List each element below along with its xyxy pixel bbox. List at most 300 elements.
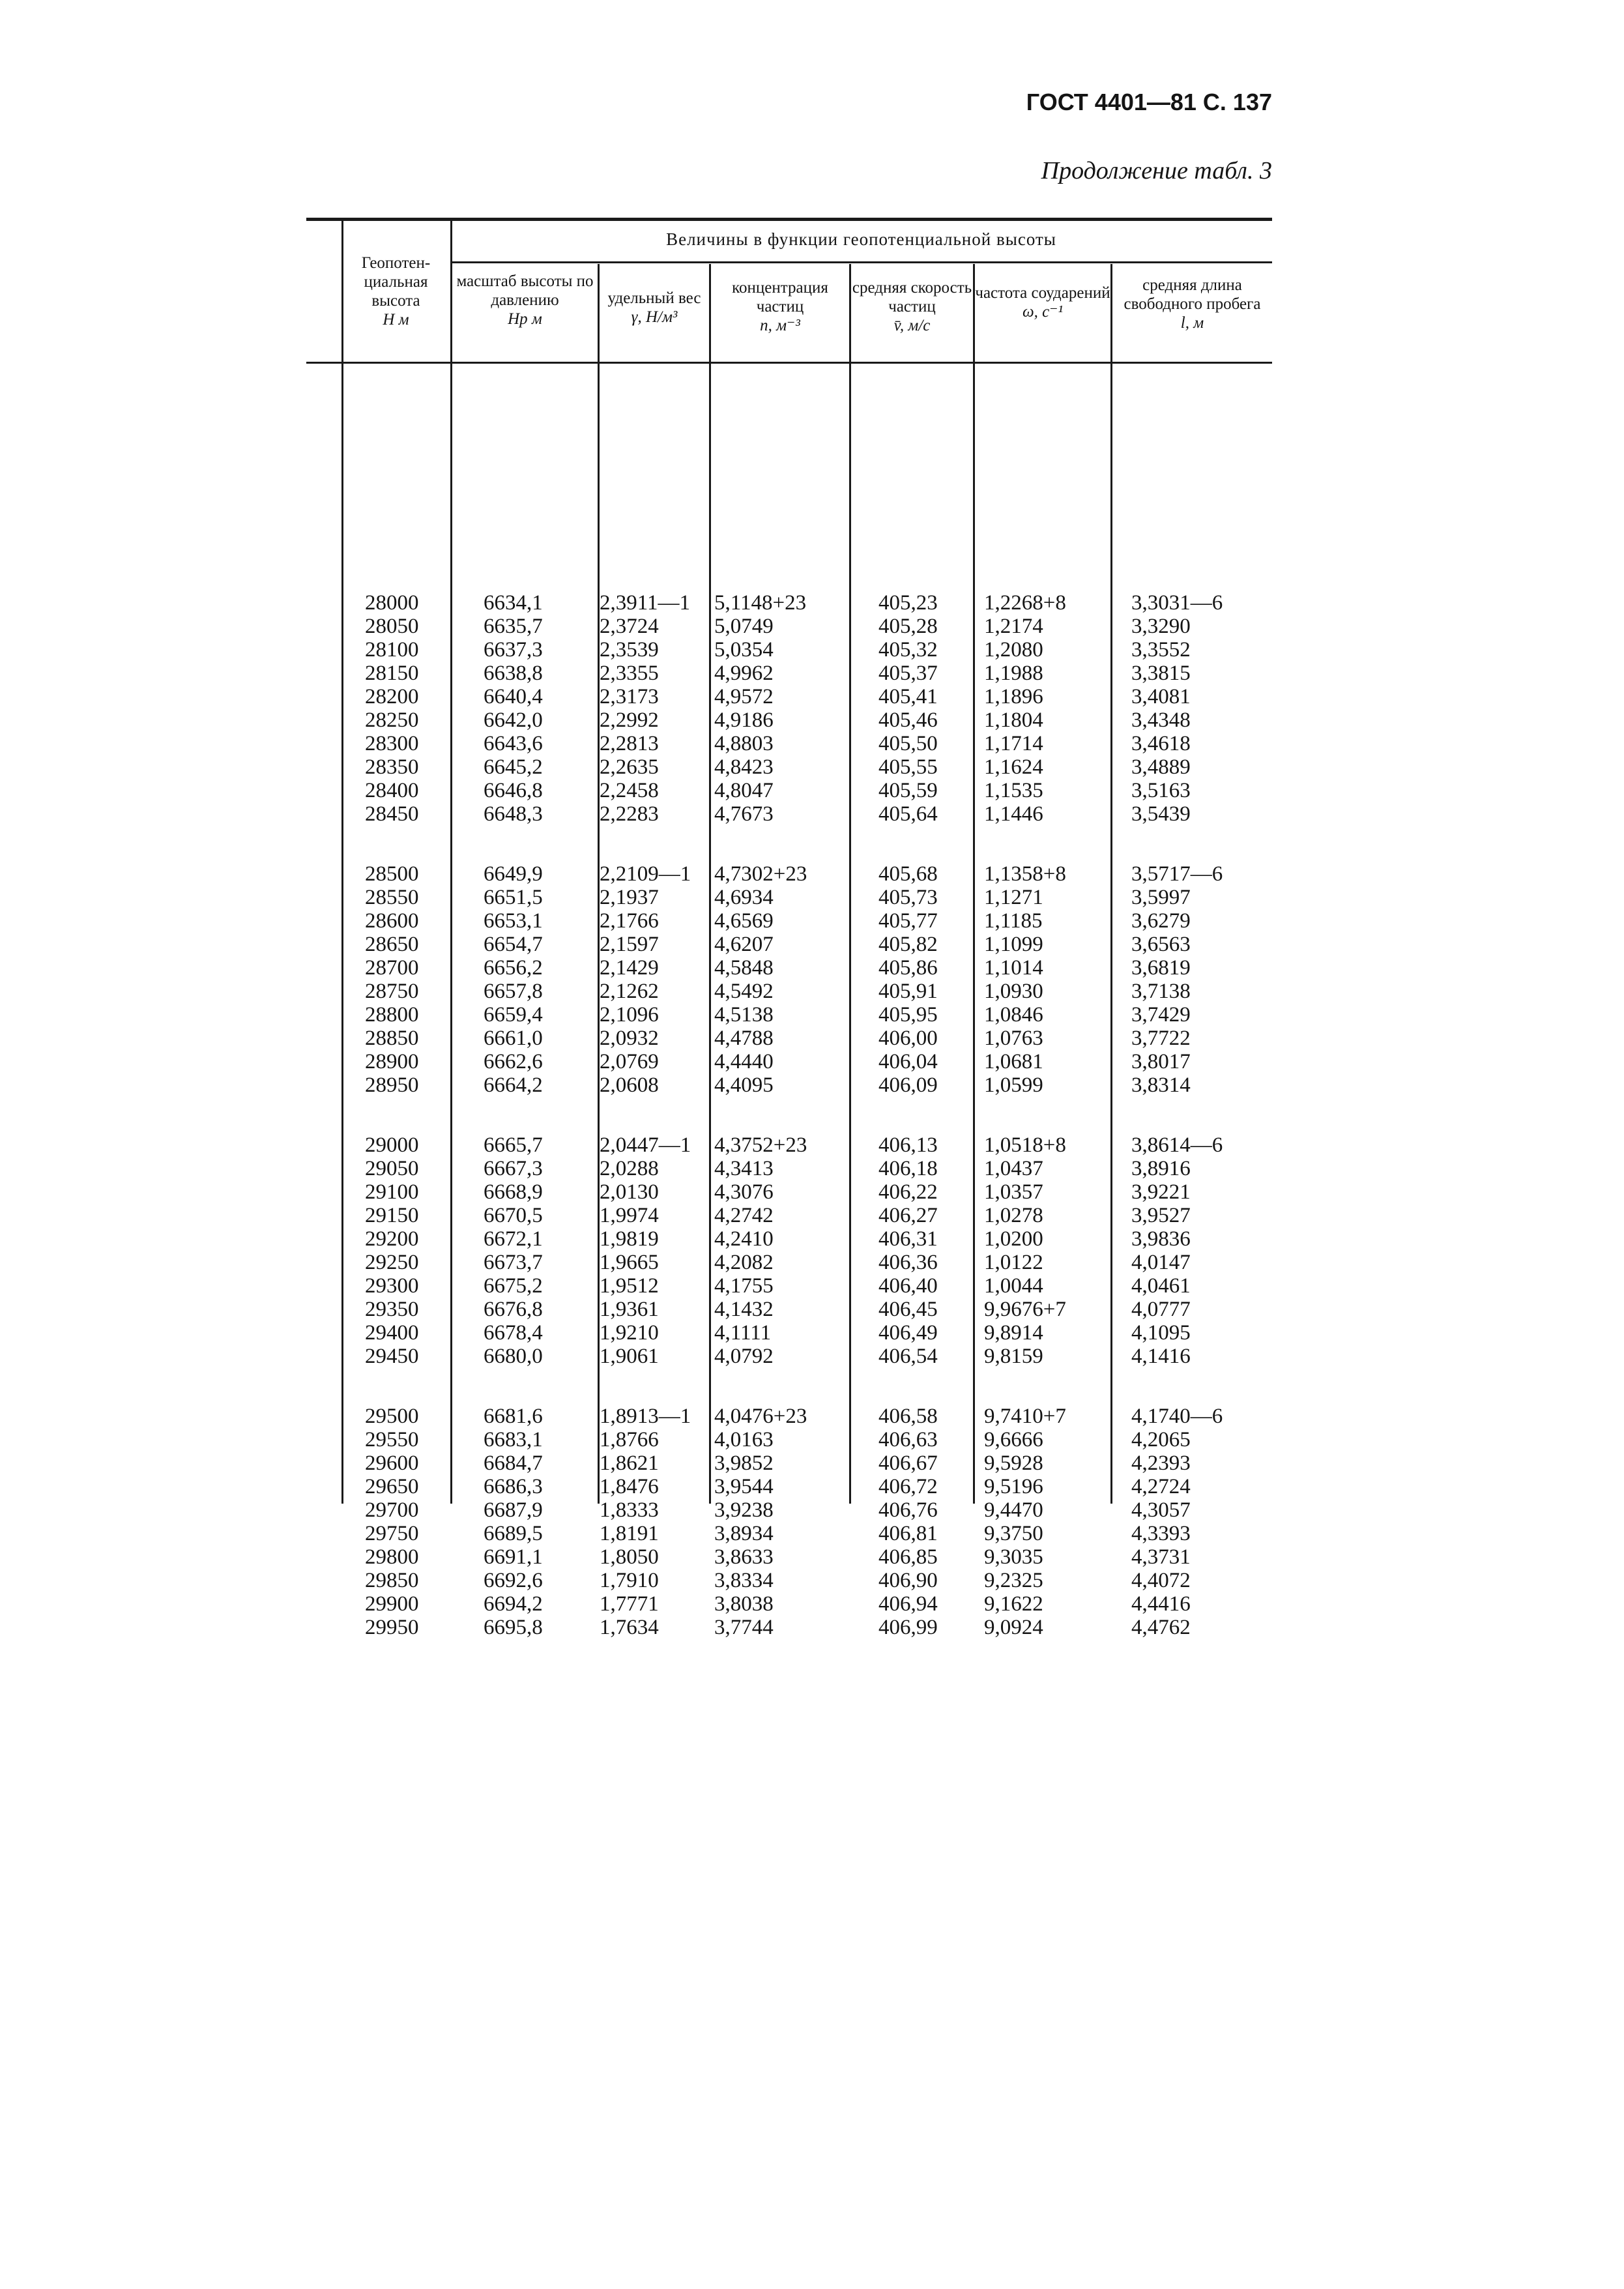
header-path-label: средняя длина свободного пробега — [1124, 276, 1261, 313]
table-row — [306, 1345, 1272, 1368]
cell-weight: 2,1096 — [600, 1003, 659, 1027]
cell-conc: 4,5492 — [714, 980, 774, 1003]
cell-weight: 2,3911—1 — [600, 591, 691, 615]
cell-freq: 1,1099 — [984, 933, 1043, 956]
cell-speed: 406,27 — [878, 1204, 938, 1227]
cell-height: 29350 — [365, 1298, 419, 1321]
cell-path: 3,3815 — [1131, 662, 1191, 685]
cell-speed: 406,72 — [878, 1475, 938, 1498]
cell-speed: 406,85 — [878, 1545, 938, 1569]
cell-speed: 406,49 — [878, 1321, 938, 1345]
cell-conc: 4,4788 — [714, 1027, 774, 1050]
cell-path: 3,6279 — [1131, 909, 1191, 933]
cell-weight: 1,8333 — [600, 1498, 659, 1522]
cell-conc: 3,8934 — [714, 1522, 774, 1545]
cell-speed: 406,36 — [878, 1251, 938, 1274]
cell-speed: 406,76 — [878, 1498, 938, 1522]
cell-scale: 6661,0 — [484, 1027, 543, 1050]
cell-speed: 406,04 — [878, 1050, 938, 1073]
cell-conc: 4,9962 — [714, 662, 774, 685]
cell-speed: 406,94 — [878, 1592, 938, 1616]
table-row — [306, 1545, 1272, 1569]
header-scale-unit: Hp м — [508, 310, 542, 328]
span-header: Величины в функции геопотенциальной высоты — [666, 229, 1056, 249]
cell-scale: 6673,7 — [484, 1251, 543, 1274]
cell-speed: 406,09 — [878, 1073, 938, 1097]
cell-scale: 6695,8 — [484, 1616, 543, 1639]
cell-height: 28050 — [365, 615, 419, 638]
cell-freq: 9,4470 — [984, 1498, 1043, 1522]
cell-path: 3,5997 — [1131, 886, 1191, 909]
cell-scale: 6694,2 — [484, 1592, 543, 1616]
cell-height: 28850 — [365, 1027, 419, 1050]
page-header: ГОСТ 4401—81 С. 137 — [1026, 89, 1272, 115]
cell-conc: 3,9238 — [714, 1498, 774, 1522]
cell-scale: 6687,9 — [484, 1498, 543, 1522]
cell-scale: 6653,1 — [484, 909, 543, 933]
cell-speed: 406,63 — [878, 1428, 938, 1451]
cell-path: 3,7429 — [1131, 1003, 1191, 1027]
cell-height: 29150 — [365, 1204, 419, 1227]
cell-speed: 406,45 — [878, 1298, 938, 1321]
cell-weight: 2,0608 — [600, 1073, 659, 1097]
cell-freq: 1,0278 — [984, 1204, 1043, 1227]
cell-conc: 4,9186 — [714, 708, 774, 732]
table-row — [306, 1405, 1272, 1428]
cell-freq: 9,1622 — [984, 1592, 1043, 1616]
cell-path: 4,1740—6 — [1131, 1405, 1223, 1428]
table-row — [306, 708, 1272, 732]
cell-conc: 4,3752+23 — [714, 1133, 807, 1157]
cell-height: 29100 — [365, 1180, 419, 1204]
cell-freq: 9,5928 — [984, 1451, 1043, 1475]
table-row — [306, 1050, 1272, 1073]
cell-height: 29950 — [365, 1616, 419, 1639]
cell-conc: 4,6934 — [714, 886, 774, 909]
table-row — [306, 1204, 1272, 1227]
header-scale-label: масштаб высоты по давлению — [456, 272, 594, 309]
cell-scale: 6634,1 — [484, 591, 543, 615]
cell-weight: 2,1937 — [600, 886, 659, 909]
cell-scale: 6668,9 — [484, 1180, 543, 1204]
cell-height: 29750 — [365, 1522, 419, 1545]
cell-path: 4,3057 — [1131, 1498, 1191, 1522]
cell-weight: 1,9361 — [600, 1298, 659, 1321]
table-row — [306, 1274, 1272, 1298]
cell-height: 29600 — [365, 1451, 419, 1475]
header-conc-unit: n, м⁻³ — [760, 317, 800, 334]
cell-path: 3,8314 — [1131, 1073, 1191, 1097]
cell-speed: 405,46 — [878, 708, 938, 732]
header-conc — [711, 278, 849, 335]
cell-conc: 4,2410 — [714, 1227, 774, 1251]
cell-conc: 5,1148+23 — [714, 591, 807, 615]
cell-height: 29250 — [365, 1251, 419, 1274]
cell-weight: 2,2635 — [600, 755, 659, 779]
cell-scale: 6649,9 — [484, 862, 543, 886]
cell-freq: 1,1804 — [984, 708, 1043, 732]
cell-path: 3,8614—6 — [1131, 1133, 1223, 1157]
header-speed — [851, 278, 973, 335]
cell-freq: 1,1896 — [984, 685, 1043, 708]
cell-path: 3,4618 — [1131, 732, 1191, 755]
cell-path: 3,9221 — [1131, 1180, 1191, 1204]
cell-conc: 4,8423 — [714, 755, 774, 779]
table-row — [306, 1616, 1272, 1639]
cell-height: 29850 — [365, 1569, 419, 1592]
cell-weight: 2,0932 — [600, 1027, 659, 1050]
cell-freq: 1,1014 — [984, 956, 1043, 980]
header-divider — [450, 261, 1272, 263]
cell-conc: 3,8038 — [714, 1592, 774, 1616]
cell-scale: 6638,8 — [484, 662, 543, 685]
cell-scale: 6678,4 — [484, 1321, 543, 1345]
cell-scale: 6648,3 — [484, 802, 543, 826]
cell-scale: 6654,7 — [484, 933, 543, 956]
cell-weight: 1,8913—1 — [600, 1405, 691, 1428]
header-freq-label: частота соударений — [975, 284, 1110, 302]
table-continuation-label: Продолжение табл. 3 — [1041, 157, 1272, 184]
cell-freq: 1,1624 — [984, 755, 1043, 779]
cell-freq: 1,0518+8 — [984, 1133, 1066, 1157]
cell-scale: 6646,8 — [484, 779, 543, 802]
cell-height: 28200 — [365, 685, 419, 708]
cell-freq: 1,0357 — [984, 1180, 1043, 1204]
cell-height: 28500 — [365, 862, 419, 886]
table-row — [306, 1298, 1272, 1321]
cell-weight: 2,3355 — [600, 662, 659, 685]
table-row — [306, 886, 1272, 909]
header-weight-label: удельный вес — [607, 289, 701, 307]
cell-path: 4,3731 — [1131, 1545, 1191, 1569]
table-row — [306, 732, 1272, 755]
table-row — [306, 1498, 1272, 1522]
cell-path: 3,4348 — [1131, 708, 1191, 732]
cell-conc: 4,0163 — [714, 1428, 774, 1451]
table-row — [306, 685, 1272, 708]
cell-freq: 1,0681 — [984, 1050, 1043, 1073]
cell-scale: 6642,0 — [484, 708, 543, 732]
cell-scale: 6667,3 — [484, 1157, 543, 1180]
cell-height: 28300 — [365, 732, 419, 755]
cell-conc: 4,3413 — [714, 1157, 774, 1180]
cell-scale: 6656,2 — [484, 956, 543, 980]
cell-speed: 405,68 — [878, 862, 938, 886]
cell-scale: 6672,1 — [484, 1227, 543, 1251]
cell-freq: 9,3035 — [984, 1545, 1043, 1569]
cell-freq: 1,0437 — [984, 1157, 1043, 1180]
cell-weight: 2,1766 — [600, 909, 659, 933]
cell-freq: 1,0599 — [984, 1073, 1043, 1097]
cell-freq: 1,1535 — [984, 779, 1043, 802]
cell-weight: 1,9512 — [600, 1274, 659, 1298]
cell-conc: 4,4095 — [714, 1073, 774, 1097]
header-freq — [975, 284, 1110, 321]
header-scale — [452, 272, 598, 328]
table-row — [306, 1157, 1272, 1180]
header-height-label: Геопотен-циальная высота — [361, 254, 431, 310]
cell-height: 28700 — [365, 956, 419, 980]
cell-height: 28150 — [365, 662, 419, 685]
cell-freq: 1,0846 — [984, 1003, 1043, 1027]
cell-path: 3,8916 — [1131, 1157, 1191, 1180]
cell-conc: 4,8047 — [714, 779, 774, 802]
cell-height: 28450 — [365, 802, 419, 826]
cell-scale: 6637,3 — [484, 638, 543, 662]
table-row — [306, 638, 1272, 662]
cell-height: 28900 — [365, 1050, 419, 1073]
cell-conc: 4,2742 — [714, 1204, 774, 1227]
table-row — [306, 980, 1272, 1003]
cell-freq: 1,1271 — [984, 886, 1043, 909]
table-row — [306, 1003, 1272, 1027]
cell-path: 4,1095 — [1131, 1321, 1191, 1345]
cell-scale: 6675,2 — [484, 1274, 543, 1298]
cell-weight: 1,9061 — [600, 1345, 659, 1368]
header-speed-label: средняя скорость частиц — [852, 279, 972, 315]
table-row — [306, 755, 1272, 779]
table-row — [306, 933, 1272, 956]
cell-freq: 1,2080 — [984, 638, 1043, 662]
cell-height: 29650 — [365, 1475, 419, 1498]
table-row — [306, 1227, 1272, 1251]
cell-conc: 4,2082 — [714, 1251, 774, 1274]
cell-conc: 4,7673 — [714, 802, 774, 826]
table-row — [306, 909, 1272, 933]
cell-speed: 406,81 — [878, 1522, 938, 1545]
cell-scale: 6659,4 — [484, 1003, 543, 1027]
cell-scale: 6686,3 — [484, 1475, 543, 1498]
cell-speed: 405,95 — [878, 1003, 938, 1027]
cell-freq: 9,2325 — [984, 1569, 1043, 1592]
cell-conc: 4,1432 — [714, 1298, 774, 1321]
cell-scale: 6680,0 — [484, 1345, 543, 1368]
cell-speed: 406,18 — [878, 1157, 938, 1180]
cell-weight: 2,2813 — [600, 732, 659, 755]
cell-freq: 9,6666 — [984, 1428, 1043, 1451]
cell-freq: 1,0200 — [984, 1227, 1043, 1251]
cell-weight: 2,3724 — [600, 615, 659, 638]
cell-path: 3,8017 — [1131, 1050, 1191, 1073]
cell-weight: 2,2458 — [600, 779, 659, 802]
cell-scale: 6664,2 — [484, 1073, 543, 1097]
cell-weight: 1,9819 — [600, 1227, 659, 1251]
cell-path: 4,2724 — [1131, 1475, 1191, 1498]
cell-weight: 2,2283 — [600, 802, 659, 826]
cell-path: 4,4416 — [1131, 1592, 1191, 1616]
cell-weight: 2,0769 — [600, 1050, 659, 1073]
cell-speed: 405,59 — [878, 779, 938, 802]
cell-conc: 3,7744 — [714, 1616, 774, 1639]
cell-conc: 3,8334 — [714, 1569, 774, 1592]
cell-scale: 6662,6 — [484, 1050, 543, 1073]
cell-freq: 9,8914 — [984, 1321, 1043, 1345]
header-freq-unit: ω, с⁻¹ — [1022, 303, 1063, 321]
cell-conc: 5,0354 — [714, 638, 774, 662]
cell-scale: 6689,5 — [484, 1522, 543, 1545]
cell-scale: 6684,7 — [484, 1451, 543, 1475]
cell-conc: 4,6207 — [714, 933, 774, 956]
cell-speed: 405,32 — [878, 638, 938, 662]
cell-conc: 3,8633 — [714, 1545, 774, 1569]
cell-weight: 2,0130 — [600, 1180, 659, 1204]
cell-freq: 9,9676+7 — [984, 1298, 1066, 1321]
cell-path: 4,4072 — [1131, 1569, 1191, 1592]
cell-conc: 4,8803 — [714, 732, 774, 755]
cell-speed: 406,67 — [878, 1451, 938, 1475]
header-weight — [600, 289, 709, 327]
cell-path: 4,4762 — [1131, 1616, 1191, 1639]
cell-conc: 3,9852 — [714, 1451, 774, 1475]
cell-weight: 1,8621 — [600, 1451, 659, 1475]
header-path — [1112, 276, 1272, 332]
cell-weight: 2,2109—1 — [600, 862, 691, 886]
cell-path: 4,0777 — [1131, 1298, 1191, 1321]
cell-freq: 9,3750 — [984, 1522, 1043, 1545]
cell-conc: 4,5848 — [714, 956, 774, 980]
cell-conc: 4,6569 — [714, 909, 774, 933]
cell-path: 3,4081 — [1131, 685, 1191, 708]
cell-speed: 406,58 — [878, 1405, 938, 1428]
table-row — [306, 1180, 1272, 1204]
cell-path: 4,3393 — [1131, 1522, 1191, 1545]
cell-weight: 2,0288 — [600, 1157, 659, 1180]
cell-path: 3,3552 — [1131, 638, 1191, 662]
cell-freq: 1,2174 — [984, 615, 1043, 638]
cell-freq: 1,1185 — [984, 909, 1043, 933]
cell-speed: 406,22 — [878, 1180, 938, 1204]
cell-weight: 1,7634 — [600, 1616, 659, 1639]
table-row — [306, 956, 1272, 980]
cell-weight: 1,7910 — [600, 1569, 659, 1592]
cell-height: 28950 — [365, 1073, 419, 1097]
cell-height: 28350 — [365, 755, 419, 779]
table-row — [306, 1073, 1272, 1097]
cell-scale: 6692,6 — [484, 1569, 543, 1592]
cell-weight: 1,9974 — [600, 1204, 659, 1227]
table-row — [306, 1451, 1272, 1475]
cell-freq: 1,1714 — [984, 732, 1043, 755]
cell-freq: 1,0763 — [984, 1027, 1043, 1050]
table-row — [306, 779, 1272, 802]
cell-path: 3,3290 — [1131, 615, 1191, 638]
cell-speed: 405,55 — [878, 755, 938, 779]
table-row — [306, 1027, 1272, 1050]
cell-weight: 2,0447—1 — [600, 1133, 691, 1157]
cell-speed: 405,50 — [878, 732, 938, 755]
table-row — [306, 1321, 1272, 1345]
cell-path: 3,6563 — [1131, 933, 1191, 956]
cell-height: 28250 — [365, 708, 419, 732]
cell-path: 3,3031—6 — [1131, 591, 1223, 615]
cell-path: 3,9836 — [1131, 1227, 1191, 1251]
cell-height: 28600 — [365, 909, 419, 933]
cell-conc: 4,1755 — [714, 1274, 774, 1298]
cell-conc: 4,0792 — [714, 1345, 774, 1368]
table-row — [306, 1592, 1272, 1616]
cell-height: 28650 — [365, 933, 419, 956]
table-row — [306, 802, 1272, 826]
cell-speed: 405,28 — [878, 615, 938, 638]
cell-path: 3,5717—6 — [1131, 862, 1223, 886]
cell-freq: 1,0930 — [984, 980, 1043, 1003]
cell-scale: 6676,8 — [484, 1298, 543, 1321]
cell-height: 28100 — [365, 638, 419, 662]
cell-scale: 6645,2 — [484, 755, 543, 779]
cell-freq: 1,0122 — [984, 1251, 1043, 1274]
header-weight-unit: γ, Н/м³ — [631, 308, 678, 326]
cell-conc: 4,4440 — [714, 1050, 774, 1073]
cell-height: 28750 — [365, 980, 419, 1003]
cell-weight: 1,8476 — [600, 1475, 659, 1498]
cell-path: 3,9527 — [1131, 1204, 1191, 1227]
table-row — [306, 1133, 1272, 1157]
cell-weight: 2,3539 — [600, 638, 659, 662]
cell-speed: 406,13 — [878, 1133, 938, 1157]
cell-path: 4,0147 — [1131, 1251, 1191, 1274]
cell-height: 28800 — [365, 1003, 419, 1027]
cell-conc: 4,1111 — [714, 1321, 772, 1345]
cell-path: 3,6819 — [1131, 956, 1191, 980]
cell-speed: 405,23 — [878, 591, 938, 615]
cell-height: 29050 — [365, 1157, 419, 1180]
cell-weight: 1,7771 — [600, 1592, 659, 1616]
header-height-unit: H м — [383, 311, 409, 328]
cell-height: 29000 — [365, 1133, 419, 1157]
cell-path: 4,1416 — [1131, 1345, 1191, 1368]
cell-speed: 405,82 — [878, 933, 938, 956]
cell-path: 4,0461 — [1131, 1274, 1191, 1298]
cell-height: 29300 — [365, 1274, 419, 1298]
table-row — [306, 1475, 1272, 1498]
cell-weight: 1,8766 — [600, 1428, 659, 1451]
cell-scale: 6683,1 — [484, 1428, 543, 1451]
header-height — [341, 254, 450, 329]
cell-conc: 4,5138 — [714, 1003, 774, 1027]
cell-path: 3,4889 — [1131, 755, 1191, 779]
cell-speed: 405,77 — [878, 909, 938, 933]
header-path-unit: l, м — [1180, 314, 1204, 332]
cell-conc: 3,9544 — [714, 1475, 774, 1498]
cell-freq: 9,8159 — [984, 1345, 1043, 1368]
cell-freq: 1,1988 — [984, 662, 1043, 685]
cell-scale: 6665,7 — [484, 1133, 543, 1157]
cell-path: 3,5439 — [1131, 802, 1191, 826]
cell-speed: 405,73 — [878, 886, 938, 909]
cell-height: 29400 — [365, 1321, 419, 1345]
cell-speed: 405,37 — [878, 662, 938, 685]
cell-speed: 406,90 — [878, 1569, 938, 1592]
cell-path: 4,2065 — [1131, 1428, 1191, 1451]
cell-scale: 6670,5 — [484, 1204, 543, 1227]
cell-speed: 406,99 — [878, 1616, 938, 1639]
cell-scale: 6643,6 — [484, 732, 543, 755]
cell-height: 29900 — [365, 1592, 419, 1616]
cell-height: 29800 — [365, 1545, 419, 1569]
cell-scale: 6651,5 — [484, 886, 543, 909]
cell-conc: 4,0476+23 — [714, 1405, 807, 1428]
cell-conc: 4,3076 — [714, 1180, 774, 1204]
cell-weight: 1,8050 — [600, 1545, 659, 1569]
header-conc-label: концентрация частиц — [732, 279, 828, 315]
table-row — [306, 1522, 1272, 1545]
cell-freq: 1,1358+8 — [984, 862, 1066, 886]
cell-scale: 6657,8 — [484, 980, 543, 1003]
table-row — [306, 1569, 1272, 1592]
cell-freq: 9,5196 — [984, 1475, 1043, 1498]
cell-scale: 6691,1 — [484, 1545, 543, 1569]
cell-height: 29550 — [365, 1428, 419, 1451]
